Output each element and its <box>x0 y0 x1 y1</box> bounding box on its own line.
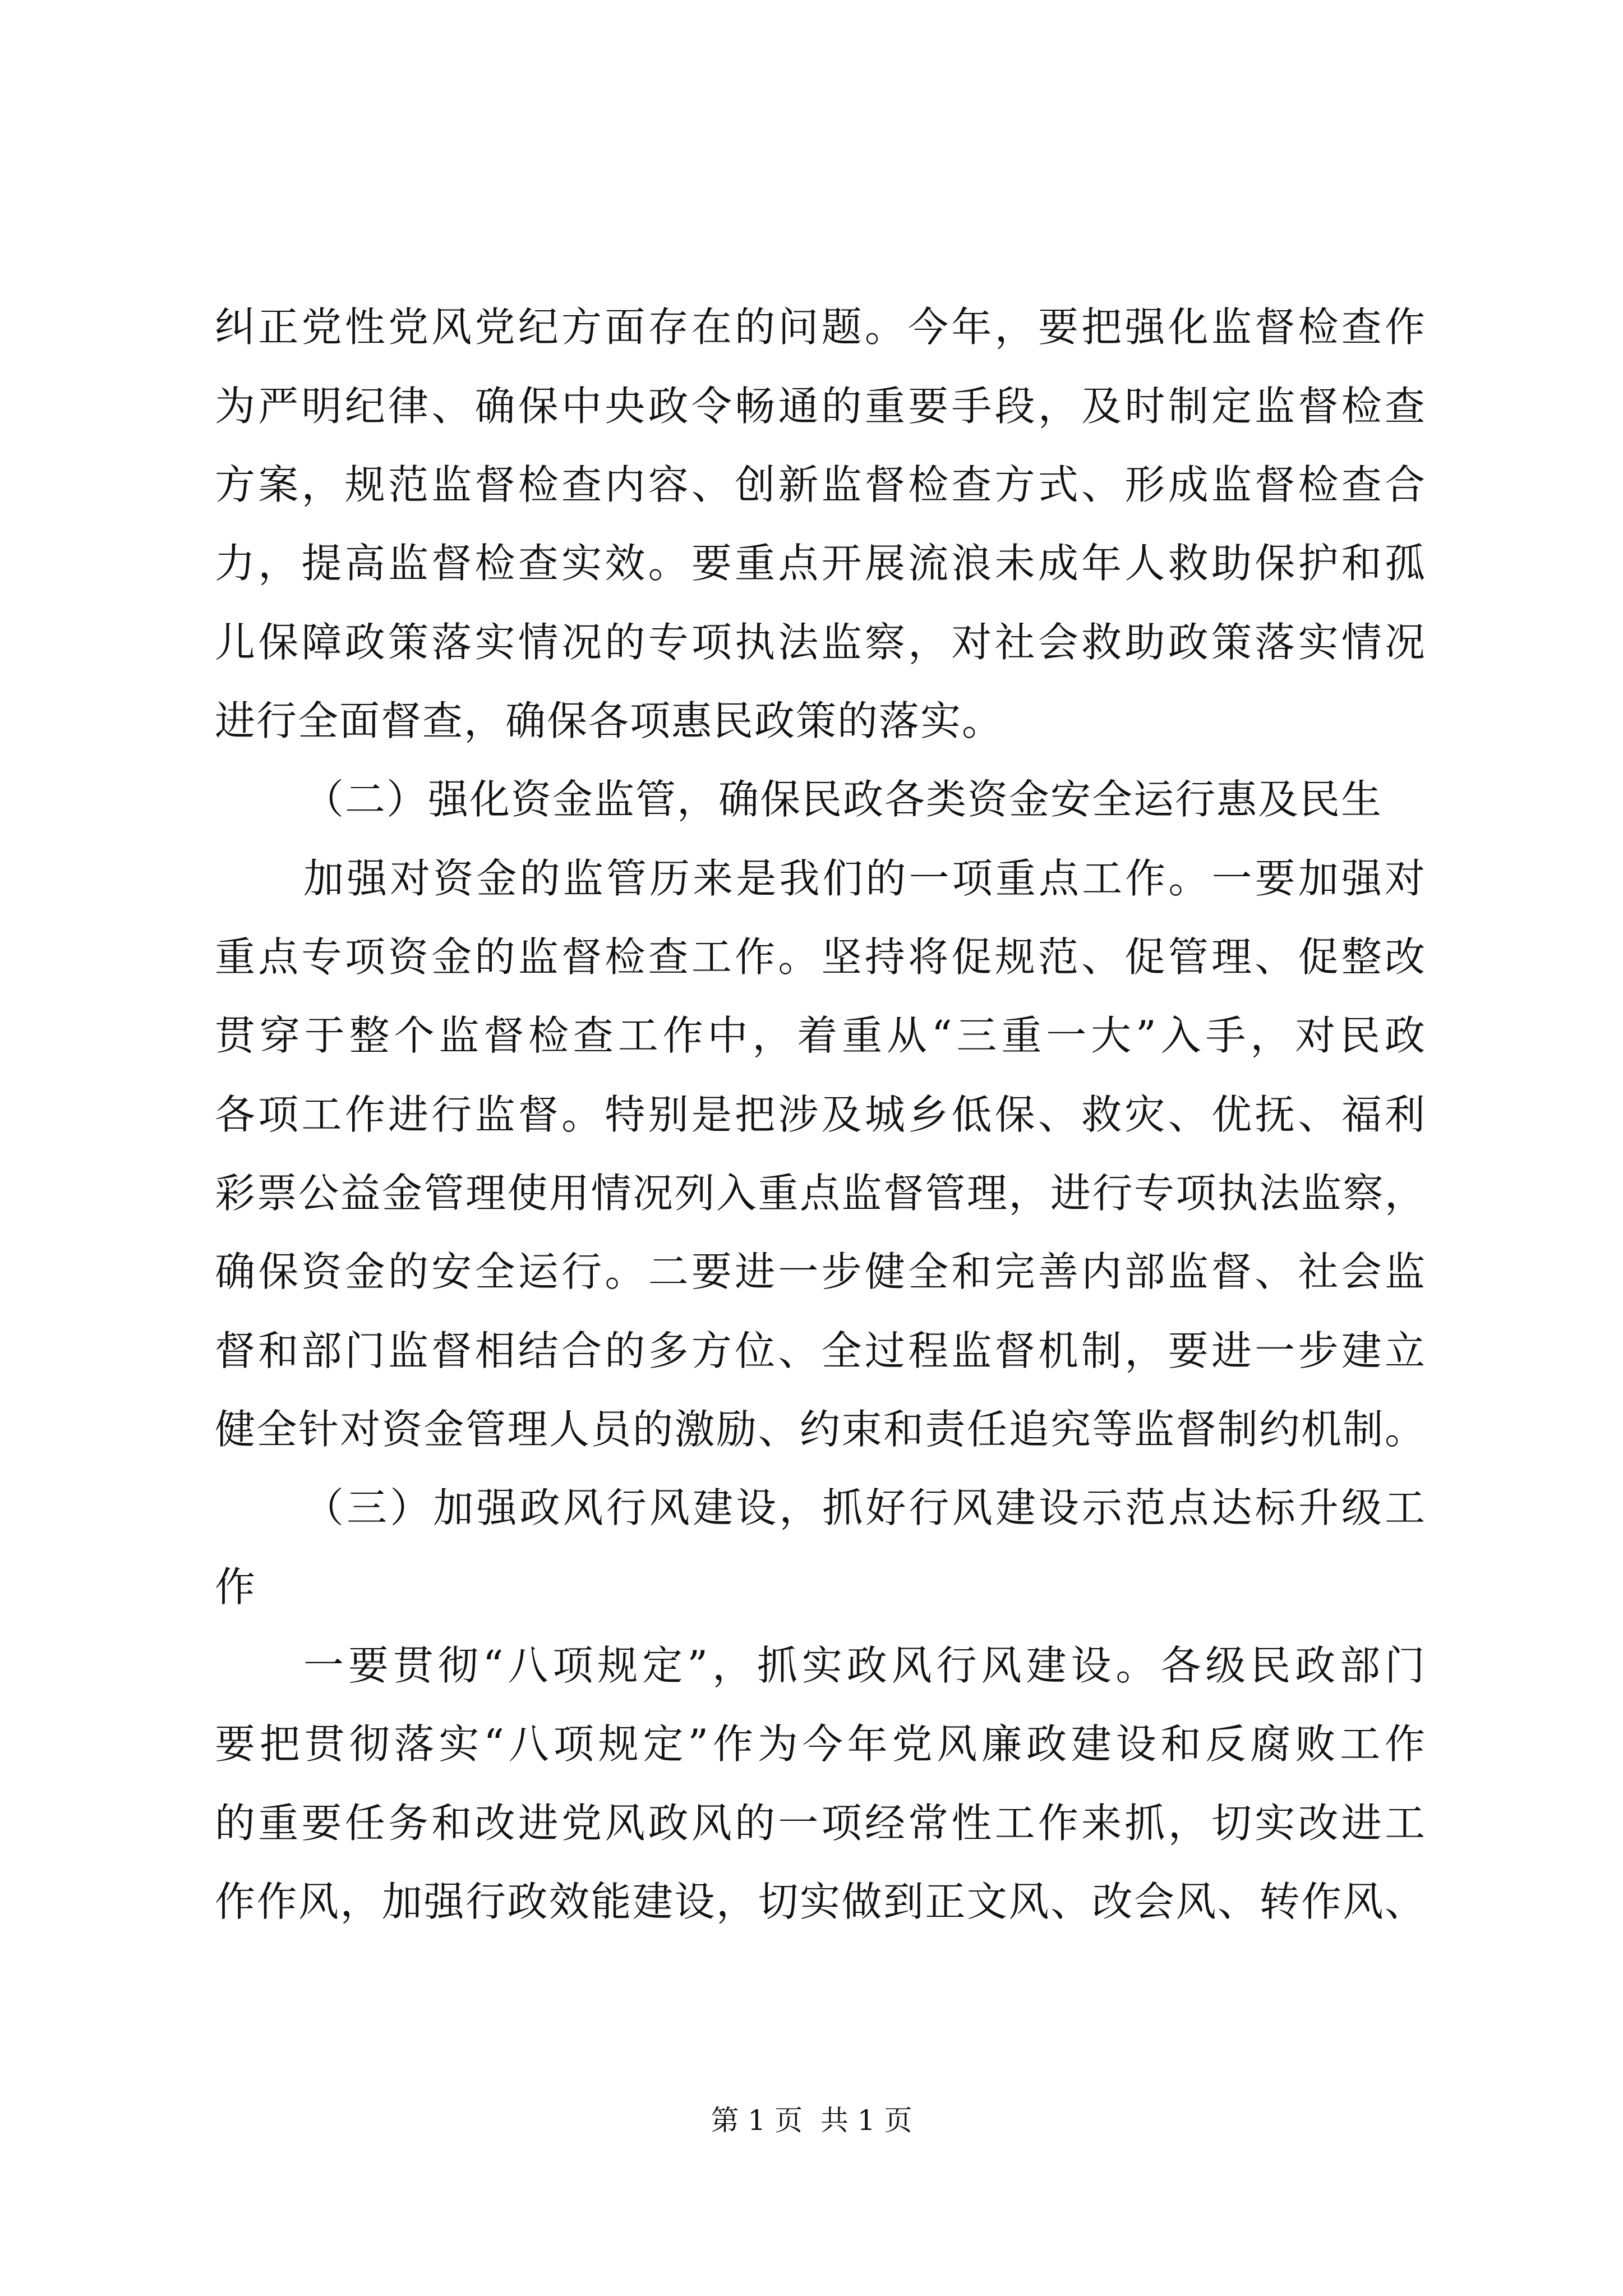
paragraph-line: 各项工作进行监督。特别是把涉及城乡低保、救灾、优抚、福利 <box>215 1091 1426 1138</box>
section-heading: （三）加强政风行风建设，抓好行风建设示范点达标升级工 <box>303 1484 1426 1531</box>
paragraph-line: 的重要任务和改进党风政风的一项经常性工作来抓，切实改进工 <box>215 1800 1426 1847</box>
paragraph-line: 重点专项资金的监督检查工作。坚持将促规范、促管理、促整改 <box>215 933 1426 981</box>
section-heading-continuation: 作 <box>215 1563 257 1611</box>
paragraph-line: 进行全面督查，确保各项惠民政策的落实。 <box>215 697 1004 744</box>
paragraph-line: 要把贯彻落实“八项规定”作为今年党风廉政建设和反腐败工作 <box>215 1720 1426 1768</box>
paragraph-line: 一要贯彻“八项规定”，抓实政风行风建设。各级民政部门 <box>303 1642 1426 1689</box>
paragraph-line: 彩票公益金管理使用情况列入重点监督管理，进行专项执法监察， <box>215 1170 1426 1217</box>
paragraph-line: 为严明纪律、确保中央政令畅通的重要手段，及时制定监督检查 <box>215 383 1426 430</box>
paragraph-line: 作作风，加强行政效能建设，切实做到正文风、改会风、转作风、 <box>215 1878 1426 1925</box>
paragraph-line: 方案，规范监督检查内容、创新监督检查方式、形成监督检查合 <box>215 461 1426 508</box>
paragraph-line: 儿保障政策落实情况的专项执法监察，对社会救助政策落实情况 <box>215 619 1426 666</box>
paragraph-line: 健全针对资金管理人员的激励、约束和责任追究等监督制约机制。 <box>215 1406 1426 1453</box>
paragraph-line: 确保资金的安全运行。二要进一步健全和完善内部监督、社会监 <box>215 1248 1426 1295</box>
paragraph-line: 纠正党性党风党纪方面存在的问题。今年，要把强化监督检查作 <box>215 303 1426 351</box>
paragraph-line: 加强对资金的监管历来是我们的一项重点工作。一要加强对 <box>303 855 1426 902</box>
paragraph-line: 督和部门监督相结合的多方位、全过程监督机制，要进一步建立 <box>215 1327 1426 1374</box>
page-number-footer: 第 1 页 共 1 页 <box>711 2104 912 2137</box>
paragraph-line: 贯穿于整个监督检查工作中，着重从“三重一大”入手，对民政 <box>215 1012 1426 1059</box>
section-heading: （二）强化资金监管，确保民政各类资金安全运行惠及民生 <box>303 776 1383 823</box>
paragraph-line: 力，提高监督检查实效。要重点开展流浪未成年人救助保护和孤 <box>215 540 1426 587</box>
